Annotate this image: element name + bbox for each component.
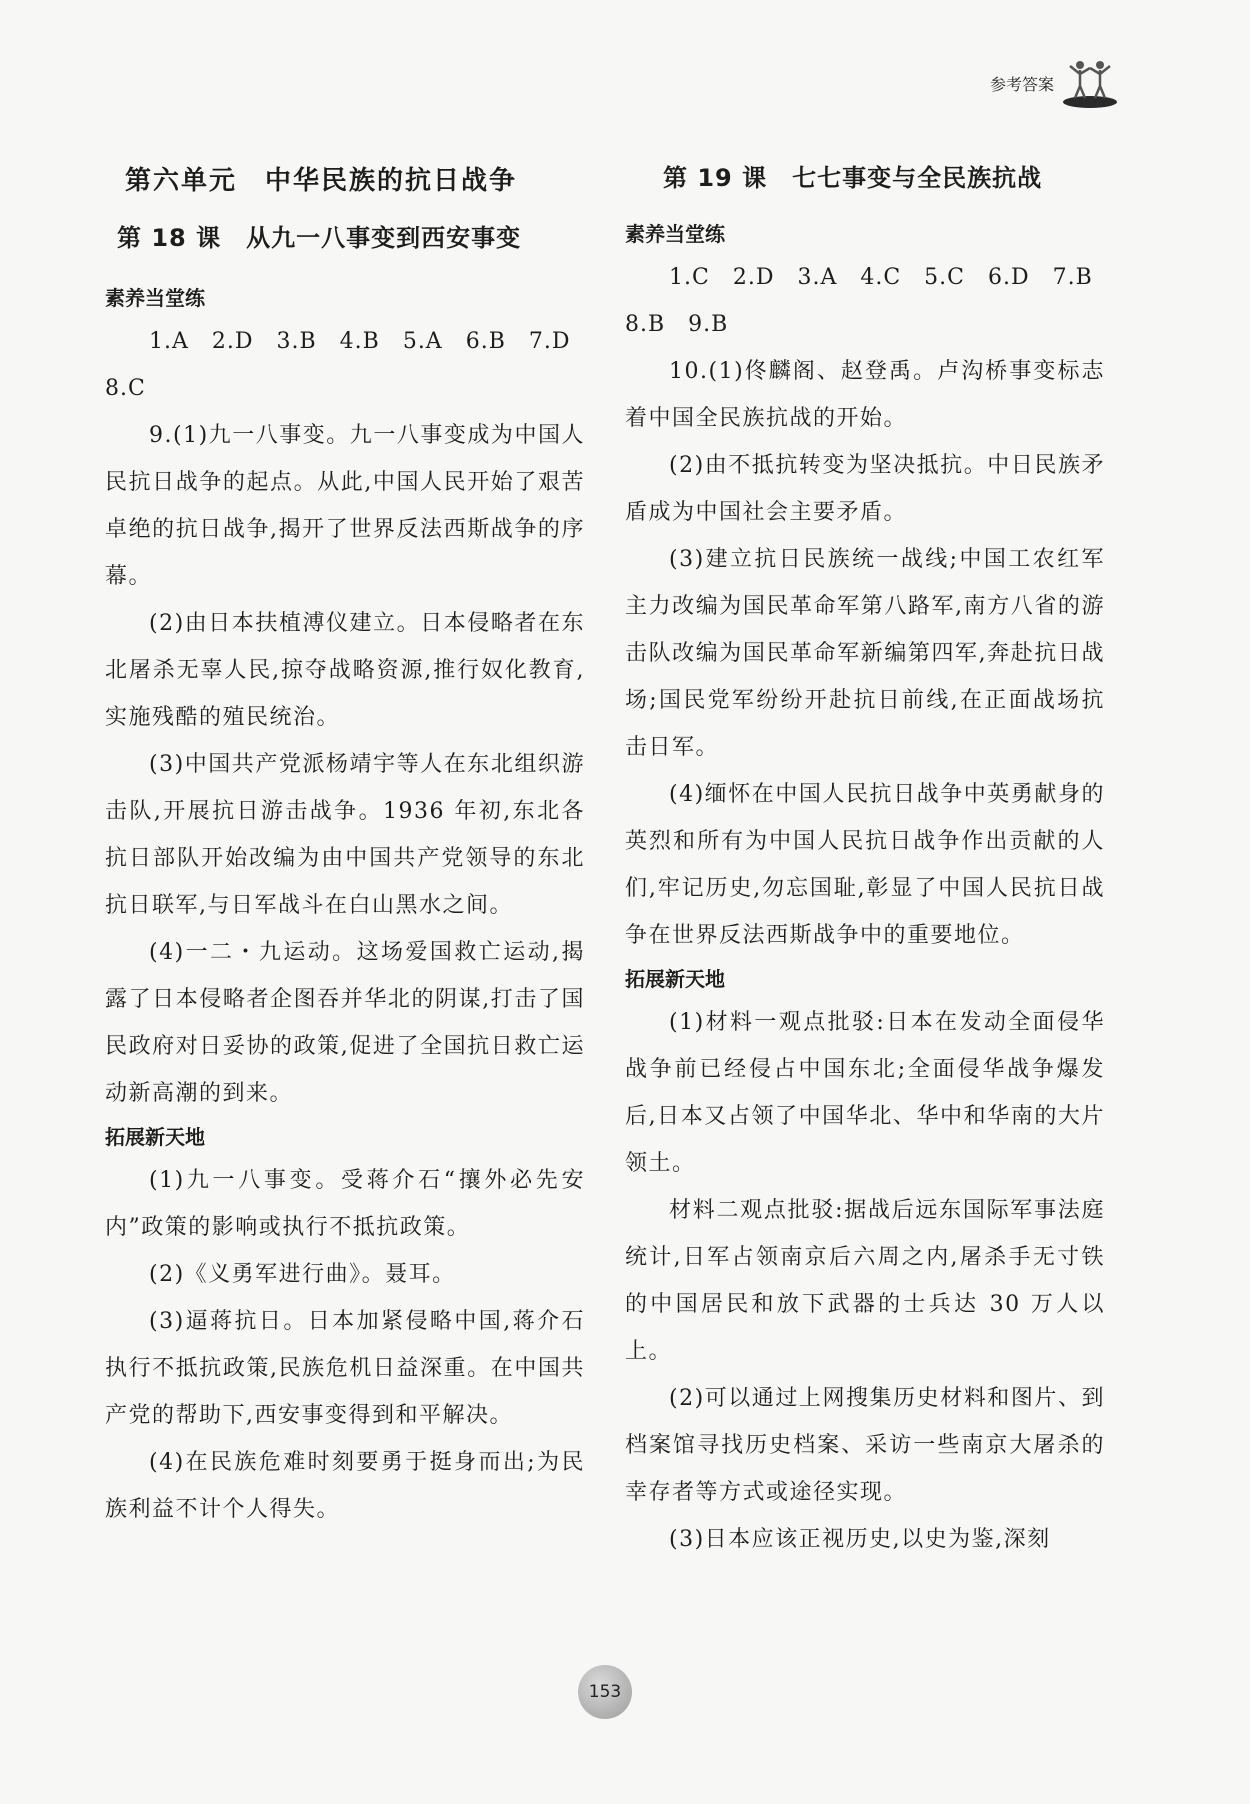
- answer-paragraph: (4)一二・九运动。这场爱国救亡运动,揭露了日本侵略者企图吞并华北的阴谋,打击了国民政府对日妥协的政策,促进了全国抗日救亡运动新高潮的到来。: [105, 940, 585, 1106]
- unit-title: 第六单元 中华民族的抗日战争: [125, 166, 518, 196]
- page-number: 153: [578, 1665, 632, 1719]
- section-head-extension: 拓展新天地: [625, 967, 725, 991]
- answer-paragraph: 9.(1)九一八事变。九一八事变成为中国人民抗日战争的起点。从此,中国人民开始了艰苦卓绝的抗日战争,揭开了世界反法西斯战争的序幕。: [105, 423, 585, 589]
- answer-paragraph: (4)缅怀在中国人民抗日战争中英勇献身的英烈和所有为中国人民抗日战争作出贡献的人们,牢记历史,勿忘国耻,彰显了中国人民抗日战争在世界反法西斯战争中的重要地位。: [625, 782, 1105, 948]
- answers-line: 8.B 9.B: [625, 312, 729, 337]
- people-on-stage-icon: [1060, 56, 1120, 110]
- answer-paragraph: (2)《义勇军进行曲》。聂耳。: [149, 1262, 456, 1287]
- answer-paragraph: (3)逼蒋抗日。日本加紧侵略中国,蒋介石执行不抵抗政策,民族危机日益深重。在中国共产党的帮助下,西安事变得到和平解决。: [105, 1309, 585, 1428]
- answer-paragraph: (2)可以通过上网搜集历史材料和图片、到档案馆寻找历史档案、采访一些南京大屠杀的幸存者等方式或途径实现。: [625, 1386, 1105, 1505]
- answers-line: 1.A 2.D 3.B 4.B 5.A 6.B 7.D: [149, 329, 571, 354]
- answer-paragraph: (2)由日本扶植溥仪建立。日本侵略者在东北屠杀无辜人民,掠夺战略资源,推行奴化教育,实施残酷的殖民统治。: [105, 611, 585, 730]
- answer-paragraph: 材料二观点批驳:据战后远东国际军事法庭统计,日军占领南京后六周之内,屠杀手无寸铁的中国居民和放下武器的士兵达 30 万人以上。: [625, 1198, 1105, 1364]
- right-content: [625, 214, 1105, 1563]
- answer-paragraph: (1)九一八事变。受蒋介石“攘外必先安内”政策的影响或执行不抵抗政策。: [105, 1168, 585, 1240]
- answer-paragraph: (3)中国共产党派杨靖宇等人在东北组织游击队,开展抗日游击战争。1936 年初,东北各抗日部队开始改编为由中国共产党领导的东北抗日联军,与日军战斗在白山黑水之间。: [105, 752, 585, 918]
- section-head-practice: 素养当堂练: [625, 222, 725, 246]
- answer-paragraph: (1)材料一观点批驳:日本在发动全面侵华战争前已经侵占中国东北;全面侵华战争爆发后,日本又占领了中国华北、华中和华南的大片领土。: [625, 1010, 1105, 1176]
- lesson-18-title: 第 18 课 从九一八事变到西安事变: [117, 224, 522, 252]
- answer-paragraph: (3)日本应该正视历史,以史为鉴,深刻: [669, 1527, 1051, 1552]
- left-content: [105, 278, 585, 1533]
- lesson-19-title: 第 19 课 七七事变与全民族抗战: [663, 164, 1043, 192]
- section-head-extension: 拓展新天地: [105, 1125, 205, 1149]
- page-header: [990, 56, 1120, 110]
- header-label: 参考答案: [989, 74, 1054, 94]
- answers-line: 1.C 2.D 3.A 4.C 5.C 6.D 7.B: [669, 265, 1093, 290]
- answer-paragraph: (3)建立抗日民族统一战线;中国工农红军主力改编为国民革命军第八路军,南方八省的游击队改编为国民革命军新编第四军,奔赴抗日战场;国民党军纷纷开赴抗日前线,在正面战场抗击日军。: [625, 547, 1105, 760]
- section-head-practice: 素养当堂练: [105, 286, 205, 310]
- answer-paragraph: (4)在民族危难时刻要勇于挺身而出;为民族利益不计个人得失。: [105, 1450, 585, 1522]
- answer-paragraph: 10.(1)佟麟阁、赵登禹。卢沟桥事变标志着中国全民族抗战的开始。: [625, 359, 1105, 431]
- answer-paragraph: (2)由不抵抗转变为坚决抵抗。中日民族矛盾成为中国社会主要矛盾。: [625, 453, 1105, 525]
- answers-line: 8.C: [105, 376, 146, 401]
